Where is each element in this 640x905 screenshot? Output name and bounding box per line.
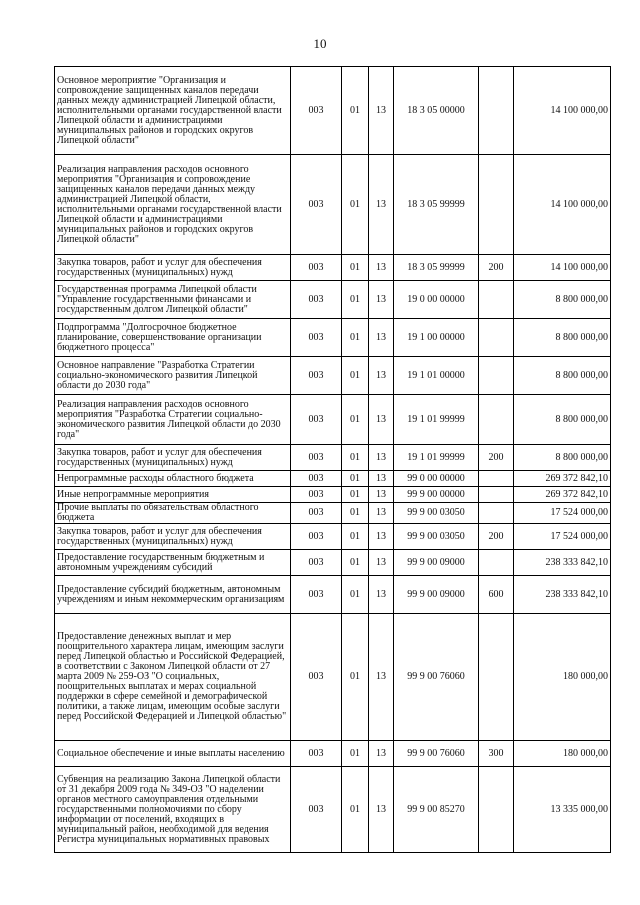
row-name: Закупка товаров, работ и услуг для обеспечения государственных (муниципальных) нужд xyxy=(55,255,291,281)
subsection-code: 13 xyxy=(369,741,394,767)
subsection-code: 13 xyxy=(369,576,394,614)
ministry-code: 003 xyxy=(291,550,342,576)
table-row xyxy=(55,357,611,395)
expense-type xyxy=(479,767,514,853)
expense-type xyxy=(479,503,514,524)
amount: 8 800 000,00 xyxy=(514,395,611,445)
row-name: Субвенция на реализацию Закона Липецкой области от 31 декабря 2009 года № 349-ОЗ "О наделении органов местного самоуправления отдельными государственными полномочиями по сбору информации от поселений, входящих в муниципальный район, необходимой для ведения Регистра муниципальных нормативных правовых xyxy=(55,767,291,853)
budget-table-body xyxy=(55,67,611,853)
expense-type xyxy=(479,357,514,395)
row-name: Предоставление денежных выплат и мер поощрительного характера лицам, имеющим заслуги перед Липецкой областью и Российской Федерацией, в соответствии с Законом Липецкой области от 27 марта 2009 № 259-ОЗ "О социальных, поощрительных выплатах и мерах социальной поддержки в сфере семейной и демографической политики, а также лицам, имеющим особые заслуги перед Российской Федерацией и Липецкой областью" xyxy=(55,614,291,741)
expense-type xyxy=(479,281,514,319)
table-row xyxy=(55,576,611,614)
subsection-code: 13 xyxy=(369,767,394,853)
target-article: 99 9 00 76060 xyxy=(394,614,479,741)
row-name: Предоставление субсидий бюджетным, автономным учреждениям и иным некоммерческим организациям xyxy=(55,576,291,614)
row-name: Непрограммные расходы областного бюджета xyxy=(55,471,291,487)
row-name: Закупка товаров, работ и услуг для обеспечения государственных (муниципальных) нужд xyxy=(55,445,291,471)
row-name: Закупка товаров, работ и услуг для обеспечения государственных (муниципальных) нужд xyxy=(55,524,291,550)
target-article: 18 3 05 99999 xyxy=(394,255,479,281)
amount: 14 100 000,00 xyxy=(514,155,611,255)
row-name: Предоставление государственным бюджетным и автономным учреждениям субсидий xyxy=(55,550,291,576)
subsection-code: 13 xyxy=(369,357,394,395)
table-row xyxy=(55,67,611,155)
amount: 269 372 842,10 xyxy=(514,487,611,503)
expense-type: 200 xyxy=(479,524,514,550)
table-row xyxy=(55,395,611,445)
subsection-code: 13 xyxy=(369,445,394,471)
section-code: 01 xyxy=(342,471,369,487)
row-name: Прочие выплаты по обязательствам областного бюджета xyxy=(55,503,291,524)
amount: 238 333 842,10 xyxy=(514,550,611,576)
subsection-code: 13 xyxy=(369,471,394,487)
ministry-code: 003 xyxy=(291,319,342,357)
section-code: 01 xyxy=(342,576,369,614)
ministry-code: 003 xyxy=(291,487,342,503)
table-row xyxy=(55,741,611,767)
amount: 14 100 000,00 xyxy=(514,67,611,155)
table-row xyxy=(55,503,611,524)
table-row xyxy=(55,550,611,576)
table-row xyxy=(55,319,611,357)
table-row xyxy=(55,524,611,550)
target-article: 99 9 00 03050 xyxy=(394,524,479,550)
ministry-code: 003 xyxy=(291,524,342,550)
expense-type xyxy=(479,614,514,741)
ministry-code: 003 xyxy=(291,395,342,445)
section-code: 01 xyxy=(342,395,369,445)
ministry-code: 003 xyxy=(291,445,342,471)
subsection-code: 13 xyxy=(369,319,394,357)
page-number: 10 xyxy=(313,36,327,51)
subsection-code: 13 xyxy=(369,503,394,524)
target-article: 18 3 05 00000 xyxy=(394,67,479,155)
section-code: 01 xyxy=(342,503,369,524)
target-article: 18 3 05 99999 xyxy=(394,155,479,255)
amount: 17 524 000,00 xyxy=(514,524,611,550)
target-article: 19 0 00 00000 xyxy=(394,281,479,319)
target-article: 99 9 00 09000 xyxy=(394,550,479,576)
row-name: Реализация направления расходов основного мероприятия "Разработка Стратегии социально-экономического развития Липецкой области до 2030 года" xyxy=(55,395,291,445)
ministry-code: 003 xyxy=(291,741,342,767)
ministry-code: 003 xyxy=(291,614,342,741)
amount: 8 800 000,00 xyxy=(514,357,611,395)
target-article: 19 1 01 99999 xyxy=(394,445,479,471)
expense-type xyxy=(479,67,514,155)
section-code: 01 xyxy=(342,319,369,357)
expense-type xyxy=(479,395,514,445)
amount: 238 333 842,10 xyxy=(514,576,611,614)
expense-type: 200 xyxy=(479,445,514,471)
ministry-code: 003 xyxy=(291,471,342,487)
table-row xyxy=(55,255,611,281)
amount: 13 335 000,00 xyxy=(514,767,611,853)
section-code: 01 xyxy=(342,487,369,503)
subsection-code: 13 xyxy=(369,487,394,503)
section-code: 01 xyxy=(342,614,369,741)
expense-type xyxy=(479,155,514,255)
subsection-code: 13 xyxy=(369,155,394,255)
ministry-code: 003 xyxy=(291,767,342,853)
table-row xyxy=(55,614,611,741)
table-row xyxy=(55,281,611,319)
budget-table xyxy=(54,66,611,853)
ministry-code: 003 xyxy=(291,255,342,281)
row-name: Основное направление "Разработка Стратегии социально-экономического развития Липецкой области до 2030 года" xyxy=(55,357,291,395)
expense-type xyxy=(479,319,514,357)
ministry-code: 003 xyxy=(291,503,342,524)
section-code: 01 xyxy=(342,357,369,395)
ministry-code: 003 xyxy=(291,281,342,319)
subsection-code: 13 xyxy=(369,67,394,155)
table-row xyxy=(55,487,611,503)
table-row xyxy=(55,155,611,255)
amount: 17 524 000,00 xyxy=(514,503,611,524)
row-name: Подпрограмма "Долгосрочное бюджетное планирование, совершенствование организации бюджетного процесса" xyxy=(55,319,291,357)
subsection-code: 13 xyxy=(369,550,394,576)
section-code: 01 xyxy=(342,255,369,281)
subsection-code: 13 xyxy=(369,524,394,550)
subsection-code: 13 xyxy=(369,281,394,319)
subsection-code: 13 xyxy=(369,395,394,445)
expense-type xyxy=(479,471,514,487)
target-article: 99 9 00 00000 xyxy=(394,487,479,503)
amount: 269 372 842,10 xyxy=(514,471,611,487)
ministry-code: 003 xyxy=(291,357,342,395)
section-code: 01 xyxy=(342,550,369,576)
row-name: Реализация направления расходов основного мероприятия "Организация и сопровождение защищенных каналов передачи данных между администрацией Липецкой области, исполнительными органами государственной власти Липецкой области и администрациями муниципальных районов и городских округов Липецкой области" xyxy=(55,155,291,255)
section-code: 01 xyxy=(342,445,369,471)
row-name: Основное мероприятие "Организация и сопровождение защищенных каналов передачи данных между администрацией Липецкой области, исполнительными органами государственной власти Липецкой области и администрациями муниципальных районов и городских округов Липецкой области" xyxy=(55,67,291,155)
table-row xyxy=(55,767,611,853)
section-code: 01 xyxy=(342,155,369,255)
target-article: 19 1 01 99999 xyxy=(394,395,479,445)
section-code: 01 xyxy=(342,767,369,853)
section-code: 01 xyxy=(342,281,369,319)
ministry-code: 003 xyxy=(291,155,342,255)
target-article: 99 9 00 85270 xyxy=(394,767,479,853)
section-code: 01 xyxy=(342,67,369,155)
target-article: 99 9 00 03050 xyxy=(394,503,479,524)
target-article: 99 9 00 76060 xyxy=(394,741,479,767)
target-article: 99 0 00 00000 xyxy=(394,471,479,487)
expense-type: 600 xyxy=(479,576,514,614)
expense-type: 300 xyxy=(479,741,514,767)
table-row xyxy=(55,471,611,487)
row-name: Социальное обеспечение и иные выплаты населению xyxy=(55,741,291,767)
amount: 180 000,00 xyxy=(514,741,611,767)
subsection-code: 13 xyxy=(369,255,394,281)
amount: 8 800 000,00 xyxy=(514,281,611,319)
section-code: 01 xyxy=(342,741,369,767)
amount: 8 800 000,00 xyxy=(514,319,611,357)
ministry-code: 003 xyxy=(291,67,342,155)
section-code: 01 xyxy=(342,524,369,550)
table-row xyxy=(55,445,611,471)
expense-type xyxy=(479,550,514,576)
row-name: Государственная программа Липецкой области "Управление государственными финансами и государственным долгом Липецкой области" xyxy=(55,281,291,319)
row-name: Иные непрограммные мероприятия xyxy=(55,487,291,503)
amount: 14 100 000,00 xyxy=(514,255,611,281)
ministry-code: 003 xyxy=(291,576,342,614)
amount: 180 000,00 xyxy=(514,614,611,741)
target-article: 19 1 01 00000 xyxy=(394,357,479,395)
target-article: 19 1 00 00000 xyxy=(394,319,479,357)
expense-type xyxy=(479,487,514,503)
amount: 8 800 000,00 xyxy=(514,445,611,471)
subsection-code: 13 xyxy=(369,614,394,741)
target-article: 99 9 00 09000 xyxy=(394,576,479,614)
expense-type: 200 xyxy=(479,255,514,281)
